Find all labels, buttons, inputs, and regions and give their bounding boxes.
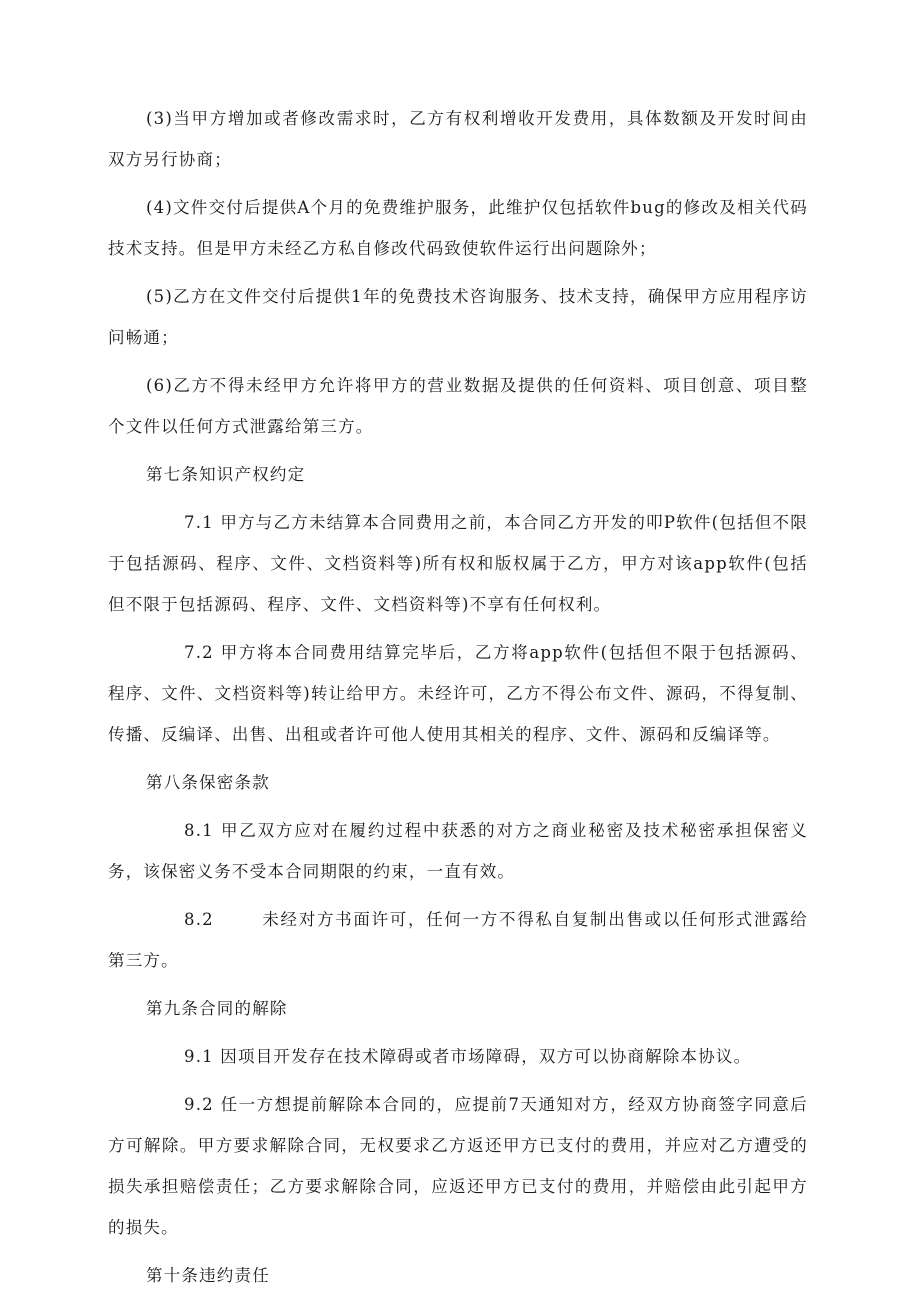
- article-8-heading: 第八条保密条款: [146, 773, 270, 792]
- clause-6: (6)乙方不得未经甲方允许将甲方的营业数据及提供的任何资料、项目创意、项目整个文件以任何方式泄露给第三方。: [108, 376, 808, 436]
- clause-9-1-number: 9.1: [184, 1047, 214, 1066]
- clause-8-2: [108, 899, 808, 981]
- clause-7-1-number: 7.1: [184, 513, 214, 532]
- clause-9-2-number: 9.2: [184, 1095, 214, 1114]
- article-9-heading: 第九条合同的解除: [146, 999, 288, 1018]
- clause-9-1-text: 因项目开发存在技术障碍或者市场障碍，双方可以协商解除本协议。: [213, 1047, 752, 1066]
- contract-page: [108, 98, 808, 1303]
- clause-9-2: [108, 1084, 808, 1248]
- clause-7-2-number: 7.2: [184, 643, 214, 662]
- clause-8-1: [108, 810, 808, 892]
- article-7-heading: 第七条知识产权约定: [146, 465, 306, 484]
- clause-9-1: [108, 1036, 808, 1077]
- clause-7-2-text: 甲方将本合同费用结算完毕后，乙方将app软件(包括但不限于包括源码、程序、文件、文档资料等)转让给甲方。未经许可，乙方不得公布文件、源码，不得复制、传播、反编译、出售、出租或者许可他人使用其相关的程序、文件、源码和反编译等。: [108, 643, 808, 744]
- clause-8-2-text: 未经对方书面许可，任何一方不得私自复制出售或以任何形式泄露给第三方。: [108, 910, 808, 970]
- clause-3: (3)当甲方增加或者修改需求时，乙方有权利增收开发费用，具体数额及开发时间由双方另行协商；: [108, 109, 808, 169]
- clause-7-2: [108, 632, 808, 755]
- clause-8-2-number: 8.2: [184, 910, 214, 929]
- clause-5: (5)乙方在文件交付后提供1年的免费技术咨询服务、技术支持，确保甲方应用程序访问畅通；: [108, 287, 808, 347]
- clause-7-1: [108, 502, 808, 625]
- clause-4: (4)文件交付后提供A个月的免费维护服务，此维护仅包括软件bug的修改及相关代码技术支持。但是甲方未经乙方私自修改代码致使软件运行出问题除外；: [108, 198, 808, 258]
- article-10-heading: 第十条违约责任: [146, 1266, 270, 1285]
- clause-7-1-text: 甲方与乙方未结算本合同费用之前，本合同乙方开发的叩P软件(包括但不限于包括源码、程序、文件、文档资料等)所有权和版权属于乙方，甲方对该app软件(包括但不限于包括源码、程序、文件、文档资料等)不享有任何权利。: [108, 513, 808, 614]
- clause-8-1-number: 8.1: [184, 821, 214, 840]
- clause-8-1-text: 甲乙双方应对在履约过程中获悉的对方之商业秘密及技术秘密承担保密义务，该保密义务不受本合同期限的约束，一直有效。: [108, 821, 808, 881]
- clause-9-2-text: 任一方想提前解除本合同的，应提前7天通知对方，经双方协商签字同意后方可解除。甲方要求解除合同，无权要求乙方返还甲方已支付的费用，并应对乙方遭受的损失承担赔偿责任；乙方要求解除合同，应返还甲方已支付的费用，并赔偿由此引起甲方的损失。: [108, 1095, 808, 1237]
